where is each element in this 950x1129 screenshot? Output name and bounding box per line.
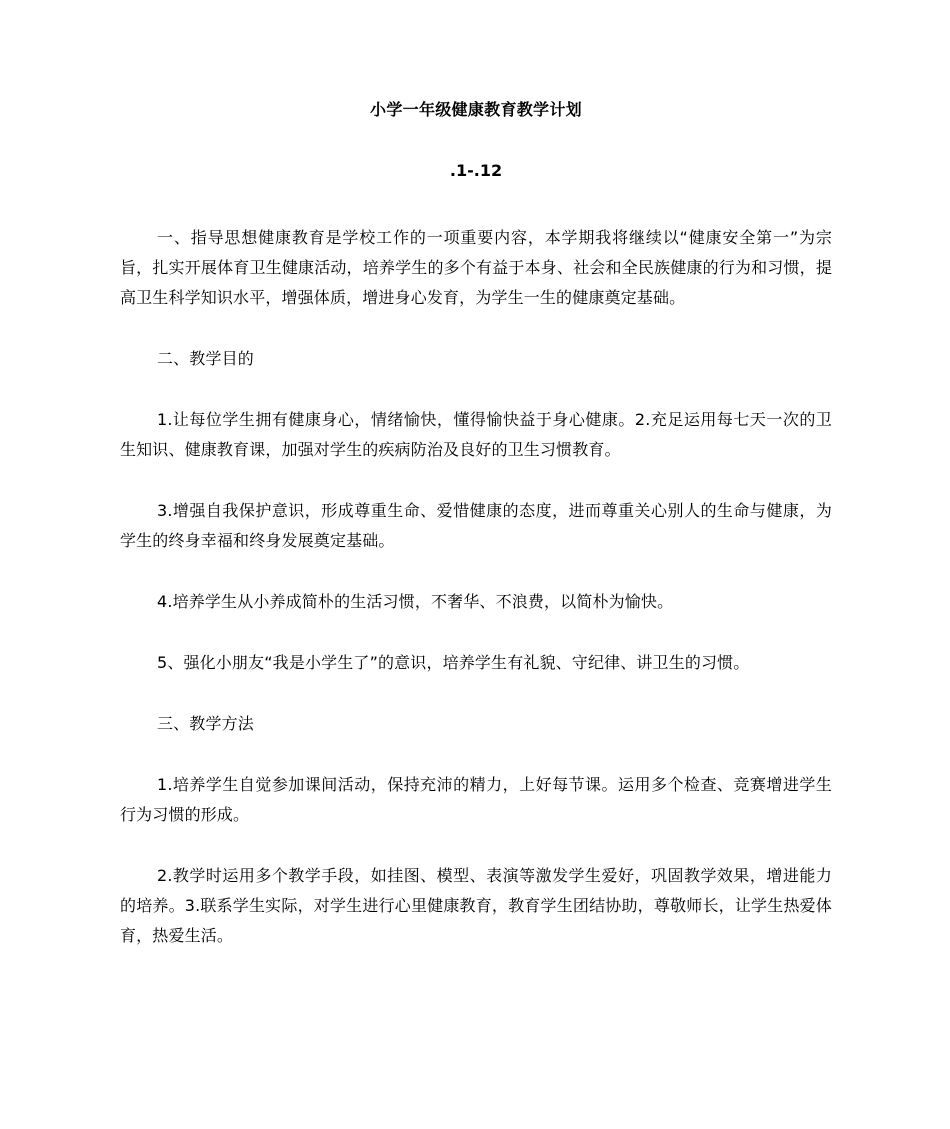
paragraph-method-1: 1.培养学生自觉参加课间活动，保持充沛的精力，上好每节课。运用多个检查、竞赛增进学生行为习惯的形成。 <box>120 775 832 824</box>
paragraph-goal-1-2: 1.让每位学生拥有健康身心，情绪愉快，懂得愉快益于身心健康。2.充足运用每七天一次的卫生知识、健康教育课，加强对学生的疾病防治及良好的卫生习惯教育。 <box>120 410 832 459</box>
document-body <box>120 96 832 951</box>
paragraph-goal-4: 4.培养学生从小养成简朴的生活习惯，不奢华、不浪费，以简朴为愉快。 <box>157 592 674 611</box>
section-heading-teaching-goals: 二、教学目的 <box>157 349 254 368</box>
paragraph-guiding-ideology: 一、指导思想健康教育是学校工作的一项重要内容，本学期我将继续以“健康安全第一”为宗旨，扎实开展体育卫生健康活动，培养学生的多个有益于本身、社会和全民族健康的行为和习惯，提高卫生科学知识水平，增强体质，增进身心发育，为学生一生的健康奠定基础。 <box>120 228 832 307</box>
document-title: 小学一年级健康教育教学计划 <box>370 100 582 119</box>
paragraph-goal-5: 5、强化小朋友“我是小学生了”的意识，培养学生有礼貌、守纪律、讲卫生的习惯。 <box>157 653 750 672</box>
paragraph-goal-3: 3.增强自我保护意识，形成尊重生命、爱惜健康的态度，进而尊重关心别人的生命与健康，为学生的终身幸福和终身发展奠定基础。 <box>120 501 832 550</box>
paragraph-method-2-3: 2.教学时运用多个教学手段，如挂图、模型、表演等激发学生爱好，巩固教学效果，增进能力的培养。3.联系学生实际，对学生进行心里健康教育，教育学生团结协助，尊敬师长，让学生热爱体育，热爱生活。 <box>120 866 832 945</box>
document-date-range: .1-.12 <box>449 161 503 180</box>
section-heading-teaching-methods: 三、教学方法 <box>157 714 254 733</box>
